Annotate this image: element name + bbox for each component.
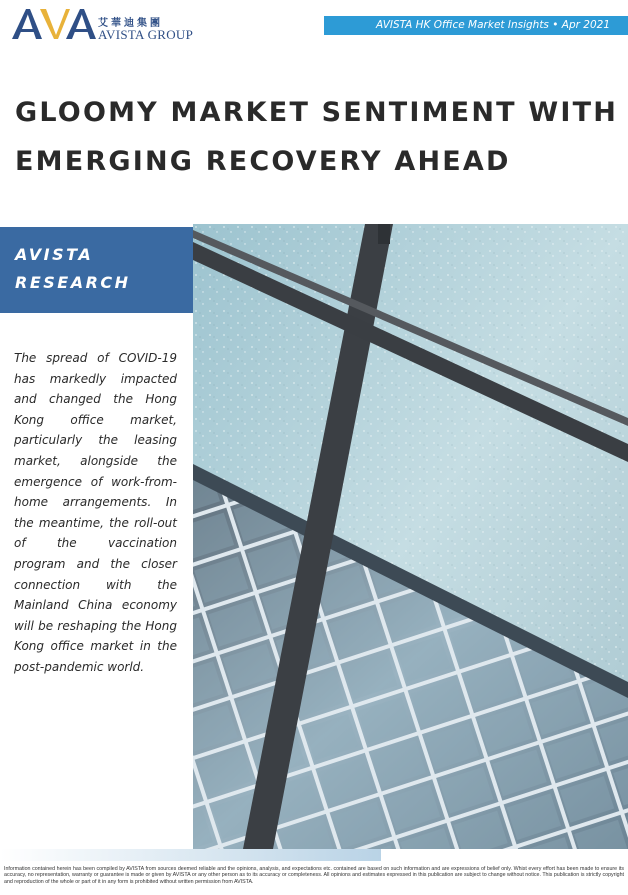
research-label-line-1: AVISTA (15, 245, 94, 264)
logo-chinese-name: 艾華迪集團 (98, 18, 163, 29)
publication-header-bar: AVISTA HK Office Market Insights • Apr 2021 (324, 16, 628, 35)
ava-logo-mark-icon (10, 5, 96, 41)
footer-disclaimer: Information contained herein has been compiled by AVISTA from sources deemed reliable and the opinions, analysis, and expectations etc. contained are based on such information and are expressions of belief only. Whist every effort has been made to ensure its accuracy, no representation, warranty or guarantee is made or given by AVISTA or any other person as to its accuracy or completeness. All opinions and estimates expressed in this publication are subject to change without notice. This publication is strictly copyright and reproduction of the whole or part of it in any form is prohibited without written permission from AVISTA. (4, 866, 624, 885)
logo-english-name: AVISTA GROUP (98, 27, 194, 42)
avista-logo (10, 5, 210, 43)
title-line-2: EMERGING RECOVERY AHEAD (15, 146, 511, 177)
title-line-1: GLOOMY MARKET SENTIMENT WITH (15, 97, 618, 128)
cover-photo-glass-building (193, 224, 628, 849)
intro-paragraph: The spread of COVID-19 has markedly impacted and changed the Hong Kong office market, particularly the leasing market, alongside the emergence of work-from-home arrangements. In the meantime, the roll-out of the vaccination program and the closer connection with the Mainland China economy will be reshaping the Hong Kong office market in the post-pandemic world. (14, 351, 177, 674)
page-title (15, 88, 618, 186)
avista-research-label (0, 227, 193, 313)
research-label-line-2: RESEARCH (15, 273, 131, 292)
footer-gradient-strip (0, 849, 381, 861)
